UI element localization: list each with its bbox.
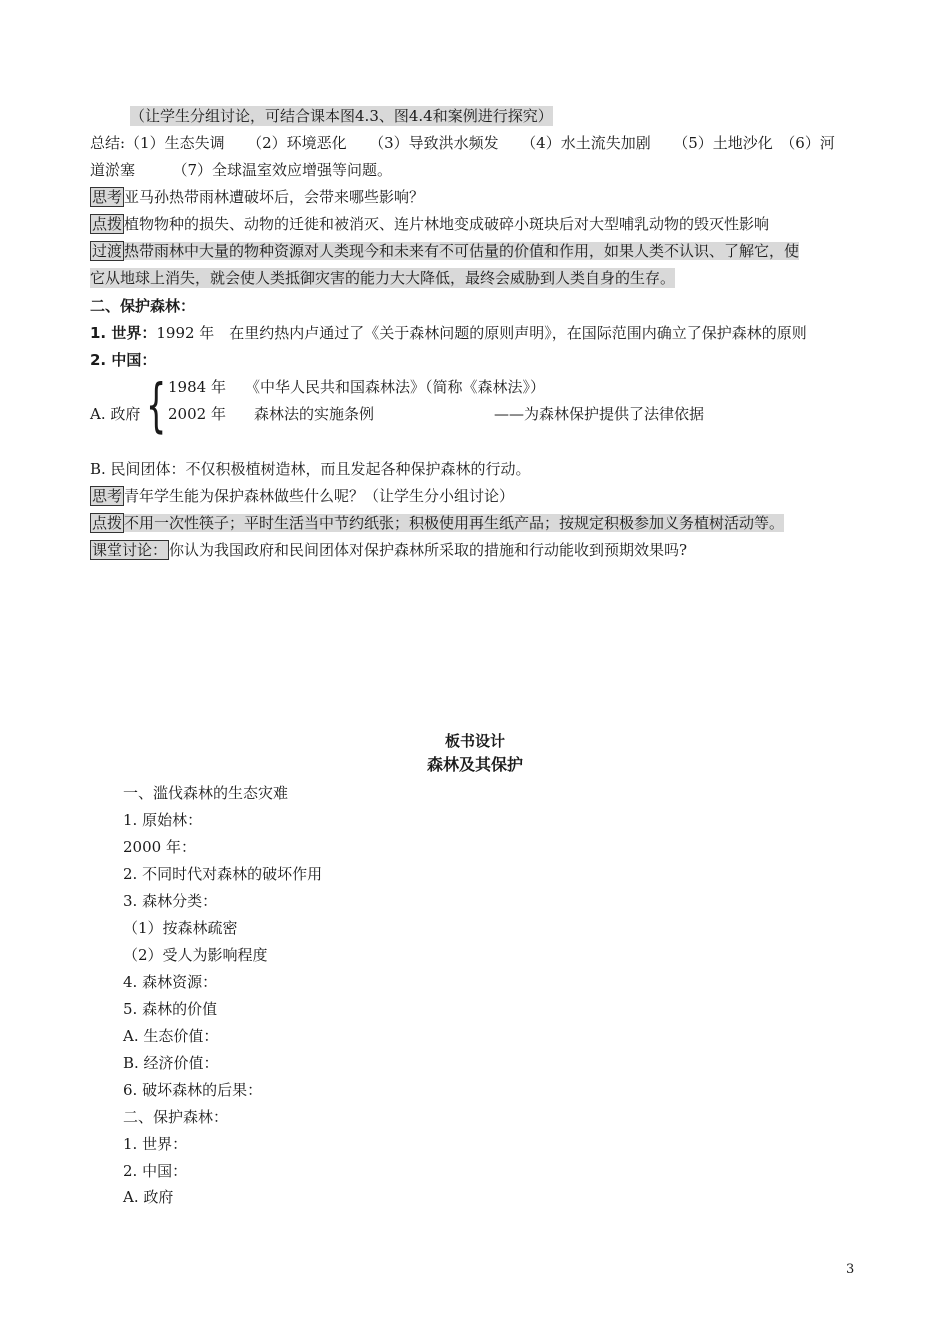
think-tag: 思考 xyxy=(92,188,123,206)
board-item: A. 生态价值： xyxy=(123,1027,219,1045)
brace-icon: { xyxy=(146,371,167,439)
board-item: （1）按森林疏密 xyxy=(123,919,238,937)
law-2-year: 2002 年 xyxy=(168,405,226,423)
hint-2 xyxy=(90,513,784,533)
board-item: 1. 世界： xyxy=(123,1135,188,1153)
transition-text: 热带雨林中大量的物种资源对人类现今和未来有不可估量的价值和作用，如果人类不认识、了解它，使 xyxy=(124,242,800,260)
board-item: 2. 中国： xyxy=(123,1162,188,1180)
page-number: 3 xyxy=(846,1262,855,1277)
transition-line-1 xyxy=(90,241,799,261)
board-item: 6. 破坏森林的后果： xyxy=(123,1081,263,1099)
board-item: A. 政府 xyxy=(123,1188,174,1206)
think-tag: 思考 xyxy=(92,487,123,505)
board-item: （2）受人为影响程度 xyxy=(123,946,268,964)
board-subtitle: 森林及其保护 xyxy=(426,755,523,774)
world-line xyxy=(90,323,807,343)
board-item: 二、保护森林： xyxy=(123,1108,229,1126)
summary-line-1: 总结:（1）生态失调 （2）环境恶化 （3）导致洪水频发 （4）水土流失加剧 （5）土地沙化 （6）河 xyxy=(90,134,835,152)
discussion-tag: 课堂讨论： xyxy=(92,541,168,559)
summary-line-2: 道淤塞 （7）全球温室效应增强等问题。 xyxy=(90,161,393,179)
think-1 xyxy=(90,187,424,207)
law-1-year: 1984 年 xyxy=(168,378,226,396)
hint-tag: 点拨 xyxy=(92,215,123,233)
board-item: 2. 不同时代对森林的破坏作用 xyxy=(123,865,323,883)
gov-label: A. 政府 xyxy=(90,405,141,423)
board-title: 板书设计 xyxy=(444,732,505,750)
board-item: 1. 原始林： xyxy=(123,811,203,829)
think-text: 亚马孙热带雨林遭破坏后，会带来哪些影响？ xyxy=(124,188,425,206)
law-1-text: 《中华人民共和国森林法》（简称《森林法》） xyxy=(245,378,546,396)
hint-text: 不用一次性筷子；平时生活当中节约纸张；积极使用再生纸产品；按规定积极参加义务植树活动等。 xyxy=(124,514,785,532)
intro-line: （让学生分组讨论，可结合课本图4.3、图4.4和案例进行探究） xyxy=(130,107,553,125)
world-text: 1992 年 在里约热内卢通过了《关于森林问题的原则声明》，在国际范围内确立了保护森林的原则 xyxy=(156,324,807,342)
transition-tag: 过渡 xyxy=(92,242,123,260)
china-label: 2. 中国： xyxy=(90,351,157,369)
section-2-title: 二、保护森林： xyxy=(90,297,196,315)
think-text: 青年学生能为保护森林做些什么呢？（让学生分小组讨论） xyxy=(124,487,515,505)
hint-tag: 点拨 xyxy=(92,514,123,532)
board-item: 5. 森林的价值 xyxy=(123,1000,218,1018)
law-2-note: ——为森林保护提供了法律依据 xyxy=(494,405,705,423)
ngo-line: B. 民间团体：不仅积极植树造林，而且发起各种保护森林的行动。 xyxy=(90,460,531,478)
transition-line-2: 它从地球上消失，就会使人类抵御灾害的能力大大降低，最终会威胁到人类自身的生存。 xyxy=(90,269,676,287)
law-2-text: 森林法的实施条例 xyxy=(254,405,375,423)
discussion-line xyxy=(90,540,687,560)
discussion-text: 你认为我国政府和民间团体对保护森林所采取的措施和行动能收到预期效果吗? xyxy=(169,541,688,559)
board-item: 一、滥伐森林的生态灾难 xyxy=(123,784,289,802)
board-item: 2000 年： xyxy=(123,838,196,856)
think-2 xyxy=(90,486,514,506)
board-item: 4. 森林资源： xyxy=(123,973,218,991)
hint-1 xyxy=(90,214,769,234)
board-item: 3. 森林分类： xyxy=(123,892,218,910)
world-label: 1. 世界： xyxy=(90,324,157,342)
board-item: B. 经济价值： xyxy=(123,1054,219,1072)
hint-text: 植物物种的损失、动物的迁徙和被消灭、连片林地变成破碎小斑块后对大型哺乳动物的毁灭性影响 xyxy=(124,215,770,233)
